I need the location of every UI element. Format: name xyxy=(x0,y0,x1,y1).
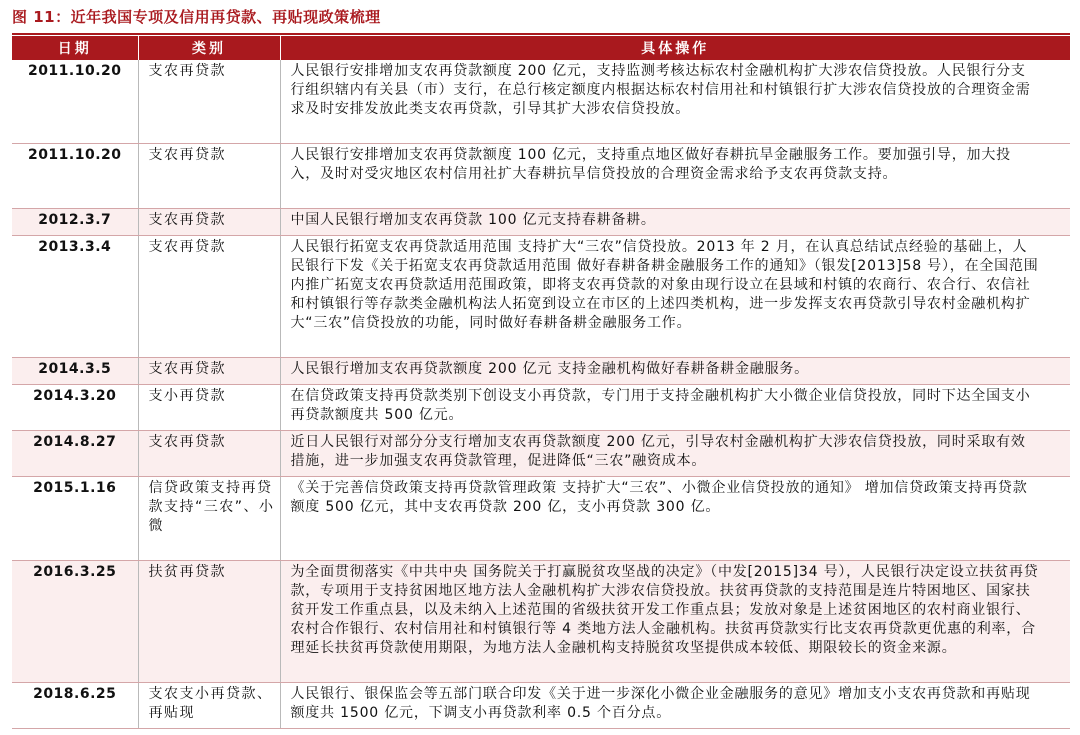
row-date: 2014.8.27 xyxy=(12,431,138,477)
header-type: 类别 xyxy=(138,36,280,60)
table-row xyxy=(12,209,1070,236)
row-type: 支小再贷款 xyxy=(138,385,280,431)
row-description: 中国人民银行增加支农再贷款 100 亿元支持春耕备耕。 xyxy=(280,209,1070,236)
row-date: 2011.10.20 xyxy=(12,60,138,144)
row-date: 2011.10.20 xyxy=(12,144,138,209)
row-description: 近日人民银行对部分分支行增加支农再贷款额度 200 亿元，引导农村金融机构扩大涉农信贷投放，同时采取有效措施，进一步加强支农再贷款管理，促进降低“三农”融资成本。 xyxy=(280,431,1070,477)
row-date: 2012.3.7 xyxy=(12,209,138,236)
header-date: 日期 xyxy=(12,36,138,60)
row-type: 支农再贷款 xyxy=(138,431,280,477)
table-row xyxy=(12,477,1070,561)
table-row xyxy=(12,385,1070,431)
table-row xyxy=(12,358,1070,385)
row-type: 信贷政策支持再贷款支持“三农”、小微 xyxy=(138,477,280,561)
table-row xyxy=(12,236,1070,358)
table-row xyxy=(12,431,1070,477)
row-description: 《关于完善信贷政策支持再贷款管理政策 支持扩大“三农”、小微企业信贷投放的通知》 增加信贷政策支持再贷款额度 500 亿元，其中支农再贷款 200 亿，支小再贷款 300 亿。 xyxy=(280,477,1070,561)
row-description: 人民银行、银保监会等五部门联合印发《关于进一步深化小微企业金融服务的意见》增加支小支农再贷款和再贴现额度共 1500 亿元，下调支小再贷款利率 0.5 个百分点。 xyxy=(280,683,1070,729)
row-description: 人民银行增加支农再贷款额度 200 亿元 支持金融机构做好春耕备耕金融服务。 xyxy=(280,358,1070,385)
row-date: 2016.3.25 xyxy=(12,561,138,683)
row-date: 2014.3.5 xyxy=(12,358,138,385)
row-description: 人民银行安排增加支农再贷款额度 200 亿元，支持监测考核达标农村金融机构扩大涉农信贷投放。人民银行分支行组织辖内有关县（市）支行，在总行核定额度内根据达标农村信用社和村镇银行扩大涉农信贷投放的合理资金需求及时安排发放此类支农再贷款，引导其扩大涉农信贷投放。 xyxy=(280,60,1070,144)
row-type: 扶贫再贷款 xyxy=(138,561,280,683)
row-type: 支农再贷款 xyxy=(138,358,280,385)
row-description: 在信贷政策支持再贷款类别下创设支小再贷款，专门用于支持金融机构扩大小微企业信贷投放，同时下达全国支小再贷款额度共 500 亿元。 xyxy=(280,385,1070,431)
table-header-row xyxy=(12,36,1070,60)
row-type: 支农支小再贷款、再贴现 xyxy=(138,683,280,729)
header-desc: 具体操作 xyxy=(280,36,1070,60)
table-row xyxy=(12,683,1070,729)
table-row xyxy=(12,60,1070,144)
row-type: 支农再贷款 xyxy=(138,60,280,144)
title-divider xyxy=(12,33,1070,35)
row-description: 人民银行安排增加支农再贷款额度 100 亿元，支持重点地区做好春耕抗旱金融服务工作。要加强引导，加大投入，及时对受灾地区农村信用社扩大春耕抗旱信贷投放的合理资金需求给予支农再贷款支持。 xyxy=(280,144,1070,209)
table-row xyxy=(12,144,1070,209)
policy-table xyxy=(12,36,1070,729)
row-type: 支农再贷款 xyxy=(138,209,280,236)
row-date: 2013.3.4 xyxy=(12,236,138,358)
figure-title: 图 11：近年我国专项及信用再贷款、再贴现政策梳理 xyxy=(12,8,381,26)
table-row xyxy=(12,561,1070,683)
row-description: 人民银行拓宽支农再贷款适用范围 支持扩大“三农”信贷投放。2013 年 2 月，在认真总结试点经验的基础上，人民银行下发《关于拓宽支农再贷款适用范围 做好春耕备耕金融服务工作的通知》（银发[2013]58 号），在全国范围内推广拓宽支农再贷款适用范围政策，即将支农再贷款的对象由现行设立在县域和村镇的农商行、农合行、农信社和村镇银行等存款类金融机构法人拓宽到设立在市区的上述四类机构，进一步发挥支农再贷款引导农村金融机构扩大“三农”信贷投放的功能，同时做好春耕备耕金融服务工作。 xyxy=(280,236,1070,358)
row-date: 2014.3.20 xyxy=(12,385,138,431)
row-date: 2018.6.25 xyxy=(12,683,138,729)
row-description: 为全面贯彻落实《中共中央 国务院关于打赢脱贫攻坚战的决定》（中发[2015]34 号），人民银行决定设立扶贫再贷款，专项用于支持贫困地区地方法人金融机构扩大涉农信贷投放。扶贫再贷款的支持范围是连片特困地区、国家扶贫开发工作重点县，以及未纳入上述范围的省级扶贫开发工作重点县；发放对象是上述贫困地区的农村商业银行、农村合作银行、农村信用社和村镇银行等 4 类地方法人金融机构。扶贫再贷款实行比支农再贷款更优惠的利率，合理延长扶贫再贷款使用期限，为地方法人金融机构支持脱贫攻坚提供成本较低、期限较长的资金来源。 xyxy=(280,561,1070,683)
row-type: 支农再贷款 xyxy=(138,144,280,209)
row-date: 2015.1.16 xyxy=(12,477,138,561)
row-type: 支农再贷款 xyxy=(138,236,280,358)
